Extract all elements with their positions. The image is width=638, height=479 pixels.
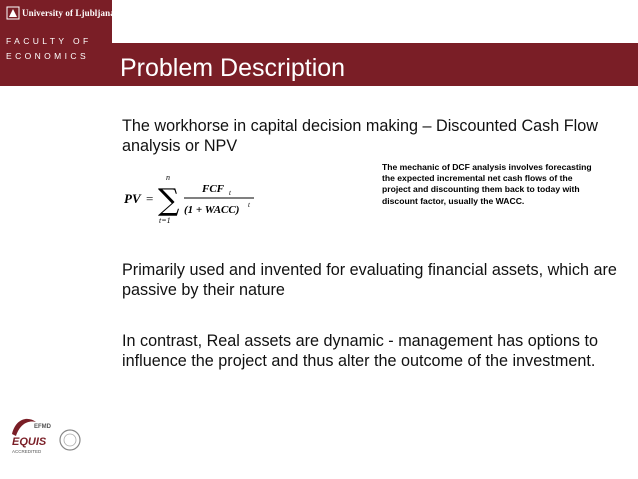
- sum-upper: n: [166, 173, 170, 182]
- formula-numerator: FCF: [202, 183, 225, 195]
- faculty-logo-panel: [0, 0, 115, 86]
- university-crest-icon: [6, 6, 20, 20]
- efmd-swoosh-icon: [12, 419, 36, 436]
- denominator-superscript: t: [248, 201, 250, 209]
- paragraph-dcf: The workhorse in capital decision making – Discounted Cash Flow analysis or NPV: [122, 117, 598, 155]
- formula-lhs: PV: [124, 191, 141, 206]
- equis-label: EQUIS: [12, 436, 47, 448]
- title-bar: [112, 43, 638, 86]
- formula-denominator: (1 + WACC): [184, 204, 240, 216]
- faculty-line-2: ECONOMICS: [6, 51, 90, 61]
- numerator-subscript: t: [229, 189, 231, 197]
- paragraph-financial-assets: Primarily used and invented for evaluating financial assets, which are passive by their nature: [122, 261, 617, 299]
- dcf-mechanic-note: The mechanic of DCF analysis involves forecasting the expected incremental net cash flows of the project and discounting them back to today with discount factor, usually the WACC.: [382, 162, 592, 206]
- slide-title: Problem Description: [120, 54, 346, 82]
- university-name: University of Ljubljana: [22, 8, 115, 18]
- sum-lower: t=1: [159, 216, 171, 225]
- npv-formula: [122, 167, 257, 227]
- aacsb-seal-icon: [60, 430, 80, 450]
- faculty-line-1: FACULTY OF: [6, 36, 92, 46]
- efmd-label: EFMD: [34, 424, 51, 430]
- paragraph-real-assets: In contrast, Real assets are dynamic - management has options to influence the project and thus alter the outcome of the investment.: [122, 332, 598, 370]
- accredited-label: ACCREDITED: [12, 449, 42, 454]
- sum-symbol: ∑: [158, 183, 180, 218]
- equis-accreditation-logo: [6, 412, 84, 462]
- formula-equals: =: [146, 191, 154, 206]
